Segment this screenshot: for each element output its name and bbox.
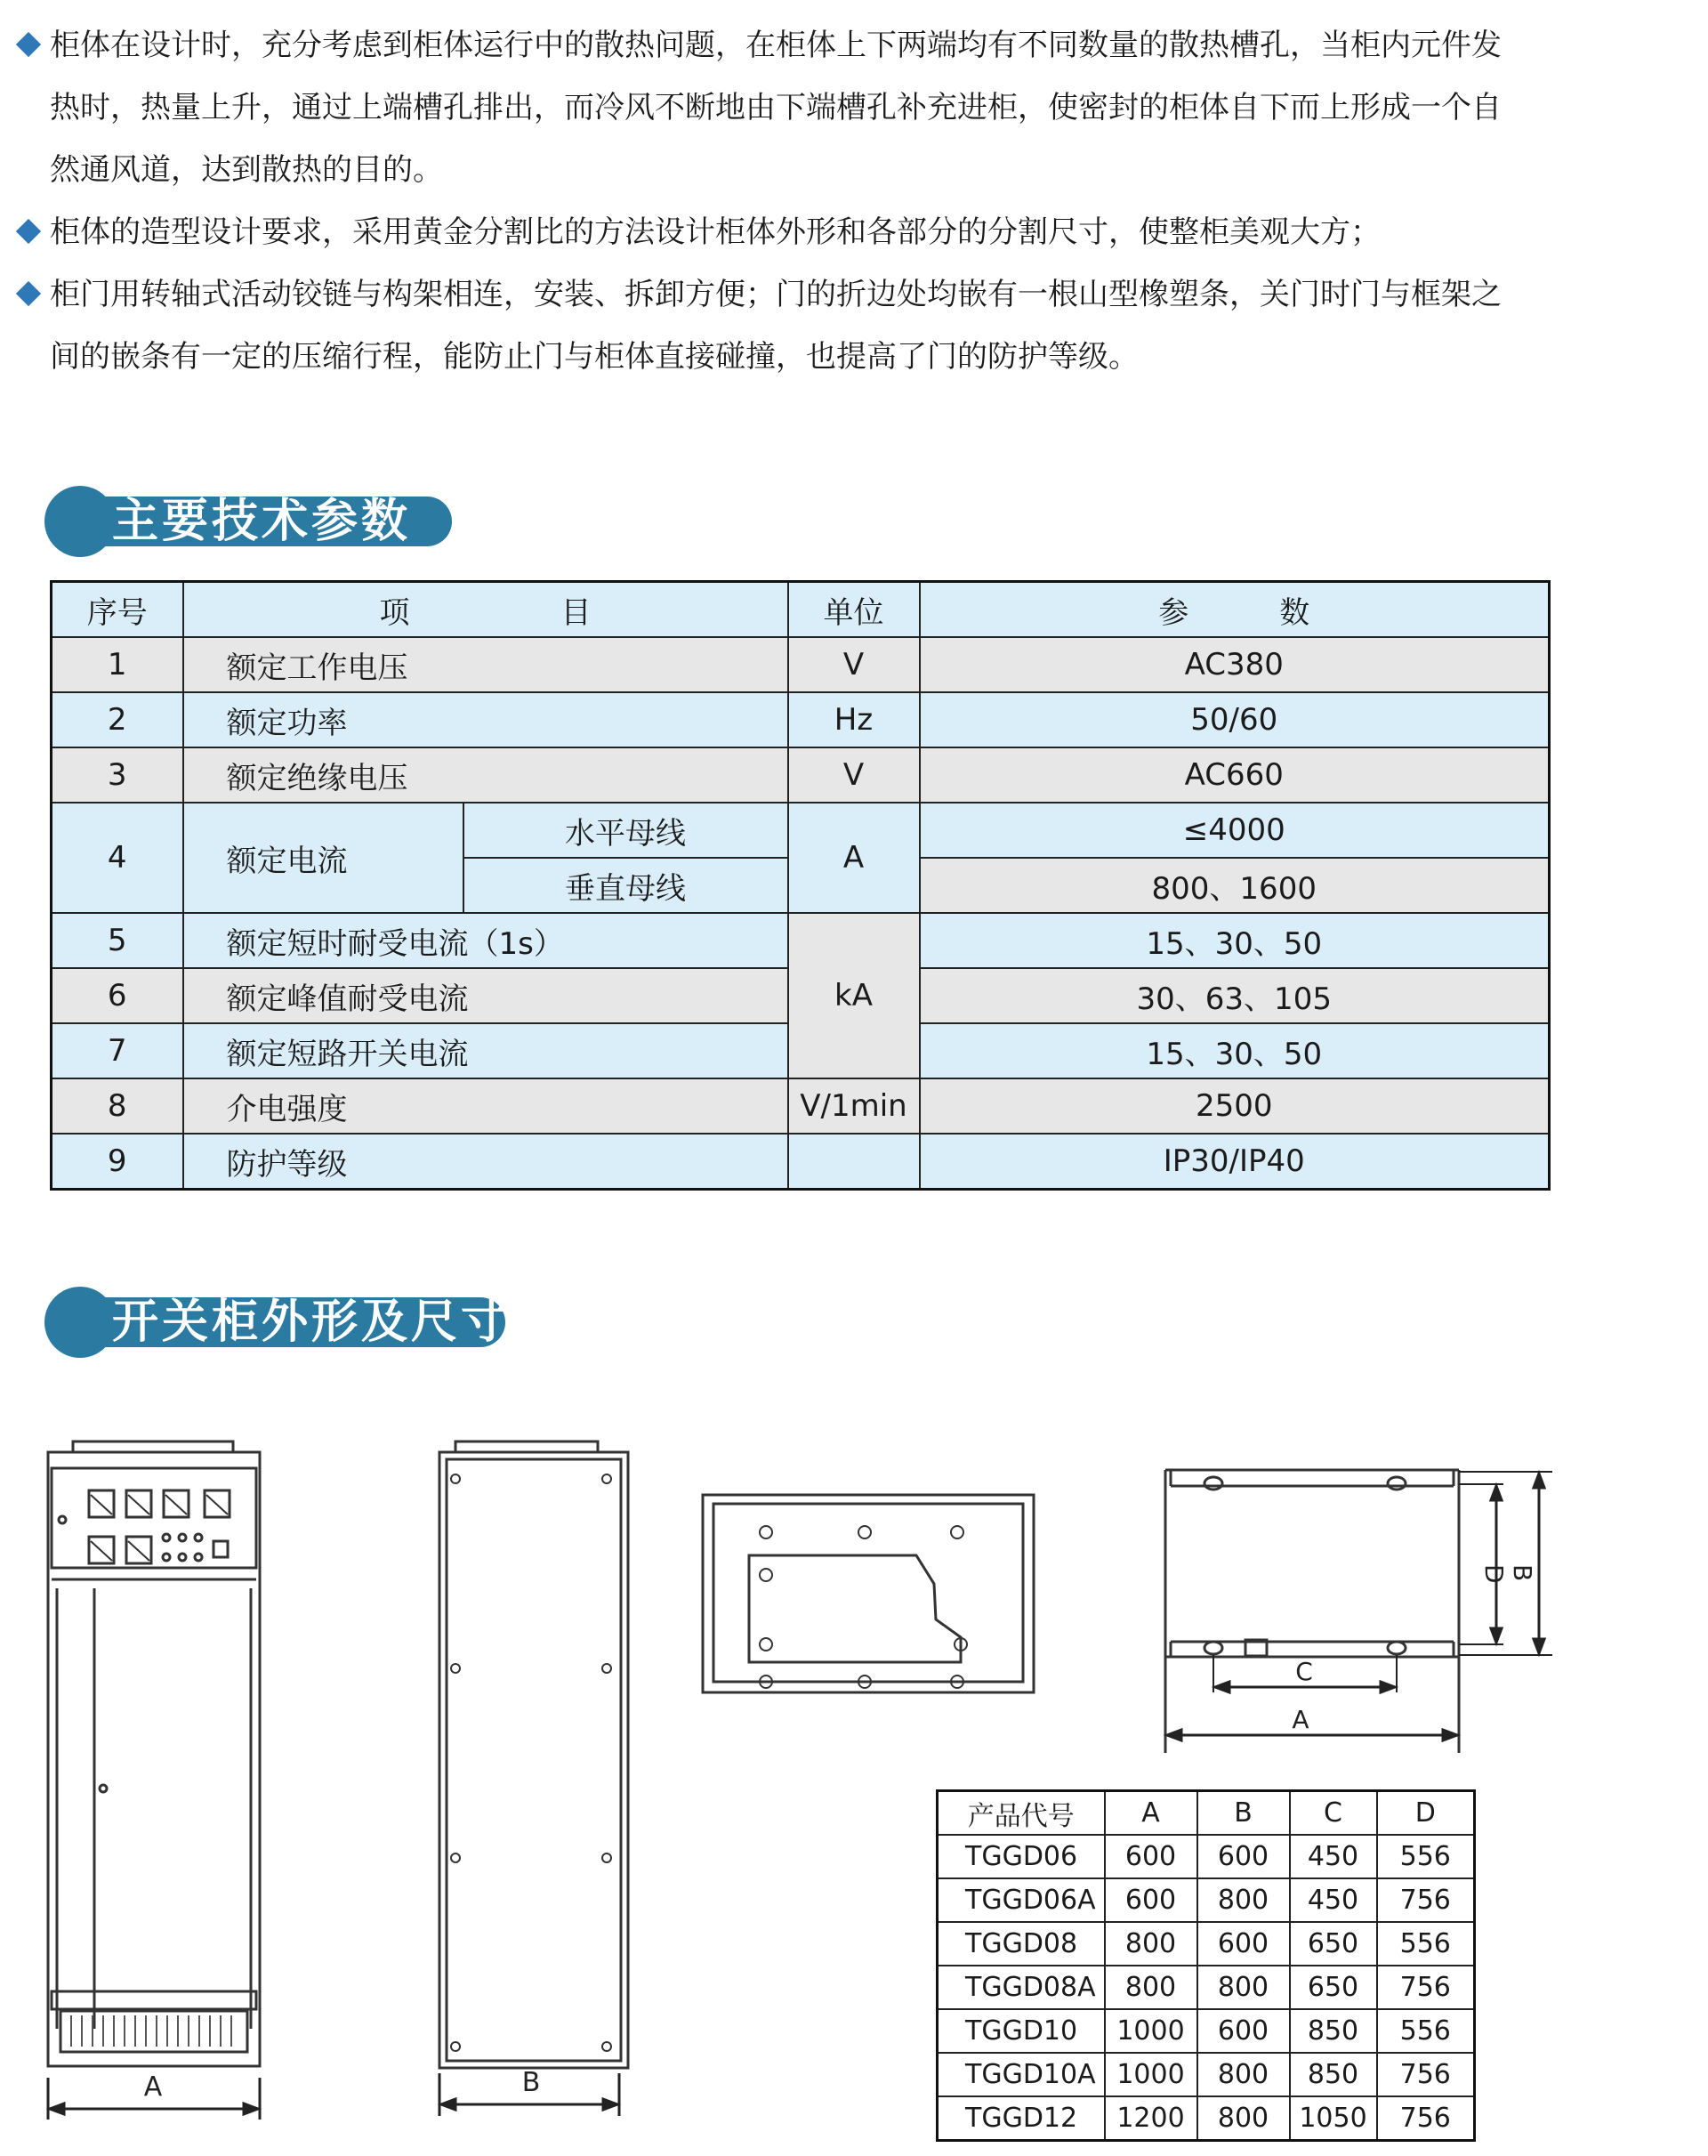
cell-item: 额定短路开关电流 xyxy=(183,1023,788,1078)
cell-item: 额定峰值耐受电流 xyxy=(183,968,788,1023)
cell-d: 756 xyxy=(1377,1878,1475,1922)
dimension-label-c: C xyxy=(1295,1657,1313,1686)
cell-a: 600 xyxy=(1105,1835,1197,1878)
table-row xyxy=(52,803,1550,858)
intro-line: 热时，热量上升，通过上端槽孔排出，而冷风不断地由下端槽孔补充进柜，使密封的柜体自下而上形成一个自 xyxy=(50,90,1502,125)
header-item: 项 目 xyxy=(183,582,788,638)
intro-line: 柜门用转轴式活动铰链与构架相连，安装、拆卸方便；门的折边处均嵌有一根山型橡塑条，关门时门与框架之 xyxy=(50,277,1502,312)
cell-d: 556 xyxy=(1377,1922,1475,1966)
dimension-label-a: A xyxy=(1292,1705,1309,1734)
cell-a: 800 xyxy=(1105,1966,1197,2009)
cell-d: 556 xyxy=(1377,2009,1475,2053)
cell-code: TGGD10A xyxy=(938,2053,1105,2096)
cell-code: TGGD10 xyxy=(938,2009,1105,2053)
cabinet-front-view-drawing xyxy=(36,1433,285,2127)
cell-unit: kA xyxy=(788,913,920,1078)
table-row xyxy=(938,1878,1475,1922)
cell-c: 650 xyxy=(1290,1966,1377,2009)
cell-b: 600 xyxy=(1197,2009,1290,2053)
cell-b: 800 xyxy=(1197,1966,1290,2009)
cell-param: AC380 xyxy=(920,637,1550,692)
intro-line: 柜体的造型设计要求，采用黄金分割比的方法设计柜体外形和各部分的分割尺寸，使整柜美观大方； xyxy=(50,214,1381,250)
cell-param: IP30/IP40 xyxy=(920,1134,1550,1190)
intro-line: 间的嵌条有一定的压缩行程，能防止门与柜体直接碰撞，也提高了门的防护等级。 xyxy=(50,339,1139,375)
cell-unit: A xyxy=(788,803,920,913)
intro-text xyxy=(16,14,1697,388)
cell-no: 5 xyxy=(52,913,183,968)
cell-param: 15、30、50 xyxy=(920,1023,1550,1078)
diamond-bullet-icon xyxy=(16,281,41,306)
intro-line: 然通风道，达到散热的目的。 xyxy=(50,152,443,188)
intro-bullet-3 xyxy=(16,263,1697,388)
cell-unit xyxy=(788,1134,920,1190)
cell-b: 800 xyxy=(1197,2096,1290,2141)
cell-no: 3 xyxy=(52,747,183,803)
cell-a: 600 xyxy=(1105,1878,1197,1922)
diamond-bullet-icon xyxy=(16,219,41,244)
cell-unit: V xyxy=(788,637,920,692)
table-row xyxy=(938,1835,1475,1878)
cabinet-top-view-drawing xyxy=(694,1486,1050,1717)
cell-item: 额定短时耐受电流（1s） xyxy=(183,913,788,968)
intro-bullet-1 xyxy=(16,14,1697,201)
table-row xyxy=(938,2096,1475,2141)
dimension-label-b: B xyxy=(521,2067,541,2098)
cell-param: 50/60 xyxy=(920,692,1550,747)
cell-no: 4 xyxy=(52,803,183,913)
cell-item: 额定电流 xyxy=(183,803,463,913)
cell-a: 1200 xyxy=(1105,2096,1197,2141)
cell-c: 850 xyxy=(1290,2009,1377,2053)
table-row xyxy=(52,747,1550,803)
cell-code: TGGD08 xyxy=(938,1922,1105,1966)
cell-subitem: 水平母线 xyxy=(463,803,788,858)
cell-no: 8 xyxy=(52,1078,183,1134)
table-row xyxy=(52,1078,1550,1134)
cell-d: 556 xyxy=(1377,1835,1475,1878)
cell-param: 800、1600 xyxy=(920,858,1550,913)
cell-unit: V/1min xyxy=(788,1078,920,1134)
cell-d: 756 xyxy=(1377,2053,1475,2096)
cell-code: TGGD06 xyxy=(938,1835,1105,1878)
header-b: B xyxy=(1197,1791,1290,1836)
cell-code: TGGD08A xyxy=(938,1966,1105,2009)
table-row xyxy=(938,2053,1475,2096)
intro-bullet-2 xyxy=(16,201,1697,263)
cell-b: 600 xyxy=(1197,1835,1290,1878)
table-header-row xyxy=(938,1791,1475,1836)
cell-item: 额定工作电压 xyxy=(183,637,788,692)
cell-c: 850 xyxy=(1290,2053,1377,2096)
table-row xyxy=(52,637,1550,692)
table-row xyxy=(52,1134,1550,1190)
cell-b: 600 xyxy=(1197,1922,1290,1966)
header-c: C xyxy=(1290,1791,1377,1836)
cell-unit: V xyxy=(788,747,920,803)
cell-c: 450 xyxy=(1290,1835,1377,1878)
header-param: 参 数 xyxy=(920,582,1550,638)
section-title-text: 主要技术参数 xyxy=(112,495,412,548)
section-title-text: 开关柜外形及尺寸 xyxy=(112,1296,512,1349)
cell-no: 1 xyxy=(52,637,183,692)
header-unit: 单位 xyxy=(788,582,920,638)
cell-a: 1000 xyxy=(1105,2009,1197,2053)
cell-unit: Hz xyxy=(788,692,920,747)
cell-no: 6 xyxy=(52,968,183,1023)
cell-code: TGGD06A xyxy=(938,1878,1105,1922)
cell-param: 2500 xyxy=(920,1078,1550,1134)
cell-b: 800 xyxy=(1197,2053,1290,2096)
header-no: 序号 xyxy=(52,582,183,638)
table-row xyxy=(938,2009,1475,2053)
cell-param: 15、30、50 xyxy=(920,913,1550,968)
spec-table xyxy=(50,580,1551,1191)
cell-a: 1000 xyxy=(1105,2053,1197,2096)
dimension-label-b: B xyxy=(1508,1564,1537,1582)
cell-param: ≤4000 xyxy=(920,803,1550,858)
cell-b: 800 xyxy=(1197,1878,1290,1922)
cell-c: 1050 xyxy=(1290,2096,1377,2141)
cell-param: AC660 xyxy=(920,747,1550,803)
cell-no: 2 xyxy=(52,692,183,747)
cell-no: 7 xyxy=(52,1023,183,1078)
cell-subitem: 垂直母线 xyxy=(463,858,788,913)
cell-item: 介电强度 xyxy=(183,1078,788,1134)
header-d: D xyxy=(1377,1791,1475,1836)
header-a: A xyxy=(1105,1791,1197,1836)
cell-item: 额定绝缘电压 xyxy=(183,747,788,803)
table-row xyxy=(938,1966,1475,2009)
diamond-bullet-icon xyxy=(16,32,41,57)
cell-param: 30、63、105 xyxy=(920,968,1550,1023)
cell-item: 防护等级 xyxy=(183,1134,788,1190)
table-row xyxy=(52,913,1550,968)
header-code: 产品代号 xyxy=(938,1791,1105,1836)
cabinet-side-view-drawing xyxy=(429,1433,642,2127)
cell-item: 额定功率 xyxy=(183,692,788,747)
table-header-row xyxy=(52,582,1550,638)
table-row xyxy=(52,692,1550,747)
cell-c: 450 xyxy=(1290,1878,1377,1922)
cell-code: TGGD12 xyxy=(938,2096,1105,2141)
table-row xyxy=(938,1922,1475,1966)
section-title-specs xyxy=(44,486,454,557)
cell-a: 800 xyxy=(1105,1922,1197,1966)
dimension-label-a: A xyxy=(143,2071,163,2103)
dimension-label-d: D xyxy=(1479,1564,1509,1584)
cabinet-plan-view-drawing xyxy=(1148,1459,1575,1753)
cell-d: 756 xyxy=(1377,2096,1475,2141)
intro-line: 柜体在设计时，充分考虑到柜体运行中的散热问题，在柜体上下两端均有不同数量的散热槽孔，当柜内元件发 xyxy=(50,28,1502,63)
dimension-table xyxy=(936,1789,1476,2142)
section-title-dimensions xyxy=(44,1287,512,1358)
cell-d: 756 xyxy=(1377,1966,1475,2009)
cell-no: 9 xyxy=(52,1134,183,1190)
cell-c: 650 xyxy=(1290,1922,1377,1966)
